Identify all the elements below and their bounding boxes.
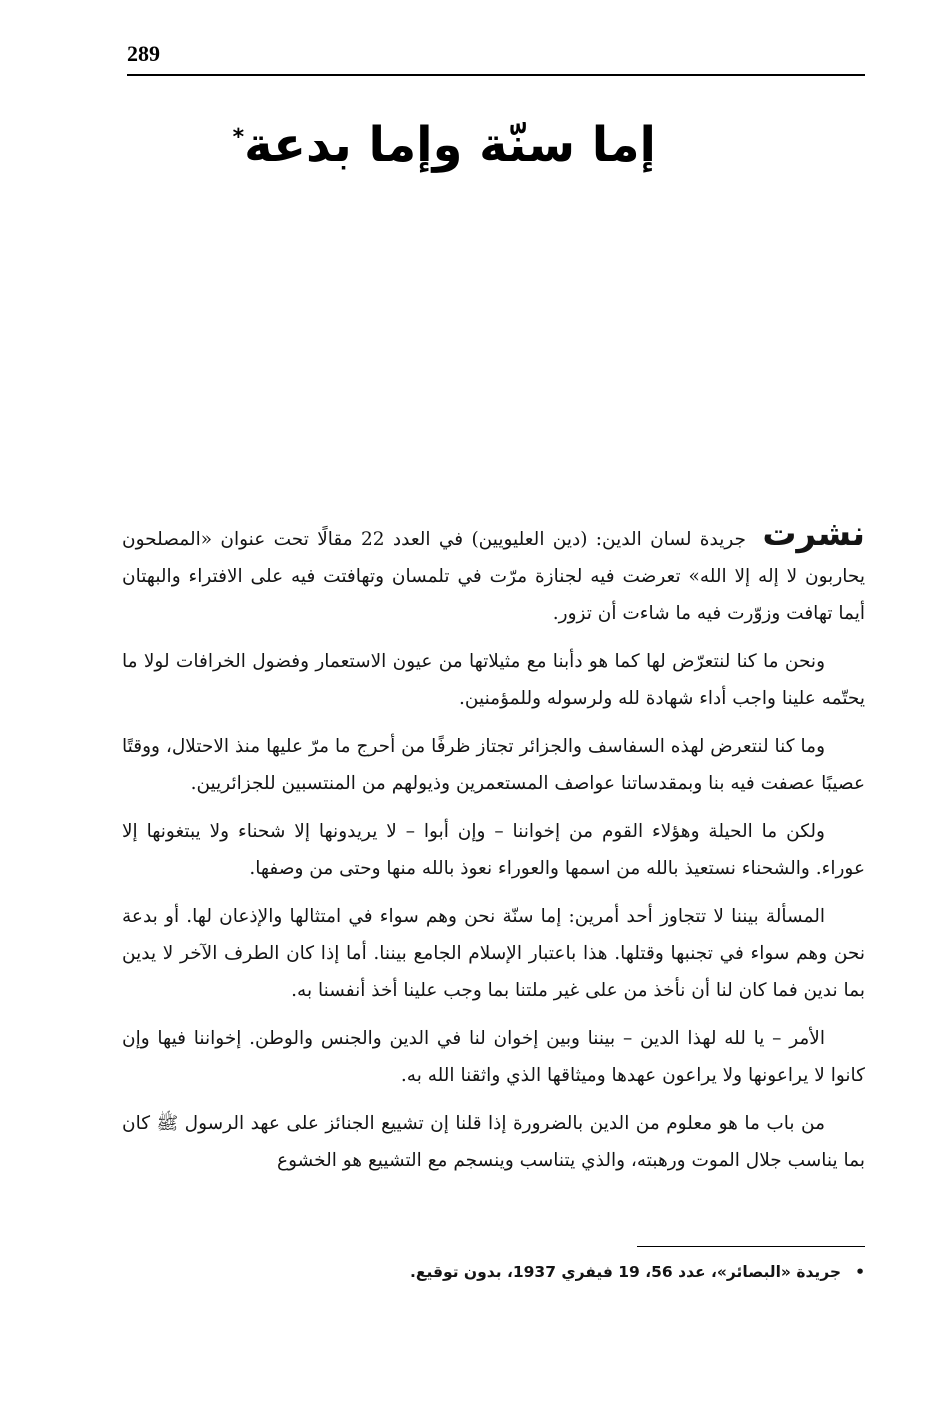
paragraph-5: المسألة بيننا لا تتجاوز أحد أمرين: إما سنّة نحن وهم سواء في امتثالها والإذعان لها. أو بدعة نحن وهم سواء في تجنبها وقتلها. هذا باعتبار الإسلام الجامع بيننا. أما إذا كان الطرف الآخر لا يدين بما ندين فما كان لنا أن نأخذ من على غير ملتنا بما وجب علينا أخذ أنفسنا به. xyxy=(122,906,865,1001)
paragraph-7-text-b: كان بما يناسب جلال الموت ورهبته، والذي يتناسب وينسجم مع التشييع هو الخشوع xyxy=(122,1113,865,1171)
paragraph-6: الأمر – يا لله لهذا الدين – بيننا وبين إخوان لنا في الدين والجنس والوطن. إخواننا فيها وإن كانوا لا يراعونها ولا يراعون عهدها وميثاقها الذي واثقنا الله به. xyxy=(122,1028,865,1086)
article-title xyxy=(233,108,656,175)
paragraph-2: ونحن ما كنا لنتعرّض لها كما هو دأبنا مع مثيلاتها من عيون الاستعمار وفضول الخرافات لولا ما يحتّمه علينا واجب أداء شهادة لله ولرسوله وللمؤمنين. xyxy=(122,651,865,709)
paragraph-3: وما كنا لنتعرض لهذه السفاسف والجزائر تجتاز ظرفًا من أحرج ما مرّ عليها منذ الاحتلال، ووقتًا عصيبًا عصفت فيه بنا وبمقدساتنا عواصف المستعمرين وذيولهم من المنتسبين للجزائريين. xyxy=(122,736,865,794)
footnote-bullet: • xyxy=(855,1263,865,1281)
paragraph-1-text: جريدة لسان الدين: (دين العليويين) في العدد 22 مقالًا تحت عنوان «المصلحون يحاربون لا إله إلا الله» تعرضت فيه لجنازة مرّت في تلمسان وتهافتت فيه على الافتراء والبهتان أيما تهافت وزوّرت فيه ما شاءت أن تزور. xyxy=(122,529,865,624)
paragraph-4: ولكن ما الحيلة وهؤلاء القوم من إخواننا – وإن أبوا – لا يريدونها إلا شحناء ولا يبتغونها إلا عوراء. والشحناء نستعيذ بالله من اسمها والعوراء نعوذ بالله منها وحتى من وصفها. xyxy=(122,821,865,879)
paragraph-7-text-a: من باب ما هو معلوم من الدين بالضرورة إذا قلنا إن تشييع الجنائز على عهد الرسول xyxy=(178,1113,825,1134)
paragraph-7 xyxy=(122,1105,865,1179)
article-body xyxy=(122,516,865,1190)
title-footnote-marker: * xyxy=(232,125,245,150)
article-title-text: إما سنّة وإما بدعة xyxy=(244,117,656,173)
footnote xyxy=(410,1258,865,1286)
header-rule xyxy=(127,74,865,76)
pbuh-glyph: ﷺ xyxy=(156,1113,179,1134)
page-number: 289 xyxy=(127,41,160,66)
footnote-rule xyxy=(637,1246,865,1247)
paragraph-1 xyxy=(122,516,865,632)
footnote-text: جريدة «البصائر»، عدد 56، 19 فيفري 1937، بدون توقيع. xyxy=(410,1263,842,1281)
dropcap-word: نشرت xyxy=(762,514,866,554)
